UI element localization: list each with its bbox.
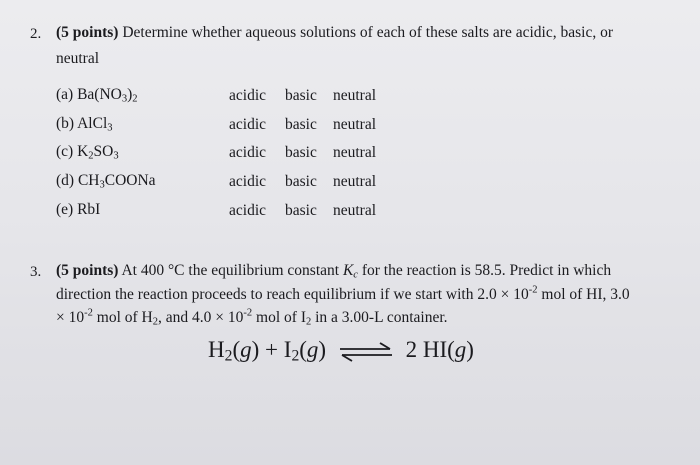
salt-item-b <box>56 115 113 133</box>
salt-formula: $CH_3COONa$ <box>77 172 156 191</box>
choice-acidic: acidic <box>229 144 267 161</box>
choice-basic: basic <box>285 87 317 104</box>
salt-formula: AlCl$_3$ <box>77 115 113 134</box>
choice-acidic: acidic <box>229 116 267 133</box>
salt-formula: $K_2SO_3$ <box>77 143 119 162</box>
reactant-h2: $H_2(g)$ <box>208 337 260 365</box>
question-2-prompt <box>56 24 613 42</box>
choices-e <box>229 202 376 220</box>
choices-a <box>229 87 376 105</box>
question-3-line2: direction the reaction proceeds to reach equilibrium if we start with $2.0 \times 10^{-2}$ mol of HI, 3.0 <box>56 284 630 303</box>
question-2-prompt-line2: neutral <box>56 50 100 67</box>
question-3-line3: × $10^{-2}$ mol of $H_2$, and $4.0 \times 10^{-2}$ mol of $I_2$ in a 3.00-L container. <box>56 307 448 328</box>
choice-neutral: neutral <box>333 144 377 161</box>
reactant-i2: $I_2(g)$ <box>283 337 327 365</box>
equilibrium-arrow-icon <box>338 342 394 362</box>
equilibrium-equation <box>208 337 474 363</box>
question-2-points: (5 points) <box>56 24 119 41</box>
question-2-prompt-line1: Determine whether aqueous solutions of each of these salts are acidic, basic, or <box>122 24 613 41</box>
choice-neutral: neutral <box>333 116 377 133</box>
product-hi: 2 HI(g) <box>405 337 474 362</box>
choices-c <box>229 144 376 162</box>
choices-b <box>229 116 376 134</box>
salt-item-a <box>56 86 138 104</box>
plus-sign: + <box>265 337 279 362</box>
item-label: (c) <box>56 143 74 160</box>
question-3-line1: (5 points) At 400 °C the equilibrium constant $K_c$ for the reaction is 58.5. Predict in which <box>56 262 612 281</box>
item-label: (b) <box>56 115 75 132</box>
choices-d <box>229 173 376 191</box>
salt-item-d <box>56 172 156 190</box>
question-3-number: 3. <box>30 264 42 280</box>
item-label: (d) <box>56 172 75 189</box>
choice-neutral: neutral <box>333 202 377 219</box>
choice-basic: basic <box>285 116 317 133</box>
choice-acidic: acidic <box>229 202 267 219</box>
choice-neutral: neutral <box>333 173 377 190</box>
question-3-points: (5 points) <box>56 262 119 279</box>
salt-item-e <box>56 201 100 219</box>
choice-acidic: acidic <box>229 173 267 190</box>
salt-item-c <box>56 143 119 161</box>
kc-symbol: $K_c$ <box>342 262 358 281</box>
choice-basic: basic <box>285 173 317 190</box>
item-label: (a) <box>56 86 74 103</box>
choice-basic: basic <box>285 202 317 219</box>
choice-neutral: neutral <box>333 87 377 104</box>
choice-basic: basic <box>285 144 317 161</box>
choice-acidic: acidic <box>229 87 267 104</box>
item-label: (e) <box>56 201 74 218</box>
salt-formula: RbI <box>77 201 101 218</box>
question-2-number: 2. <box>30 26 42 42</box>
salt-formula: $Ba(NO_3)_2$ <box>77 86 138 105</box>
